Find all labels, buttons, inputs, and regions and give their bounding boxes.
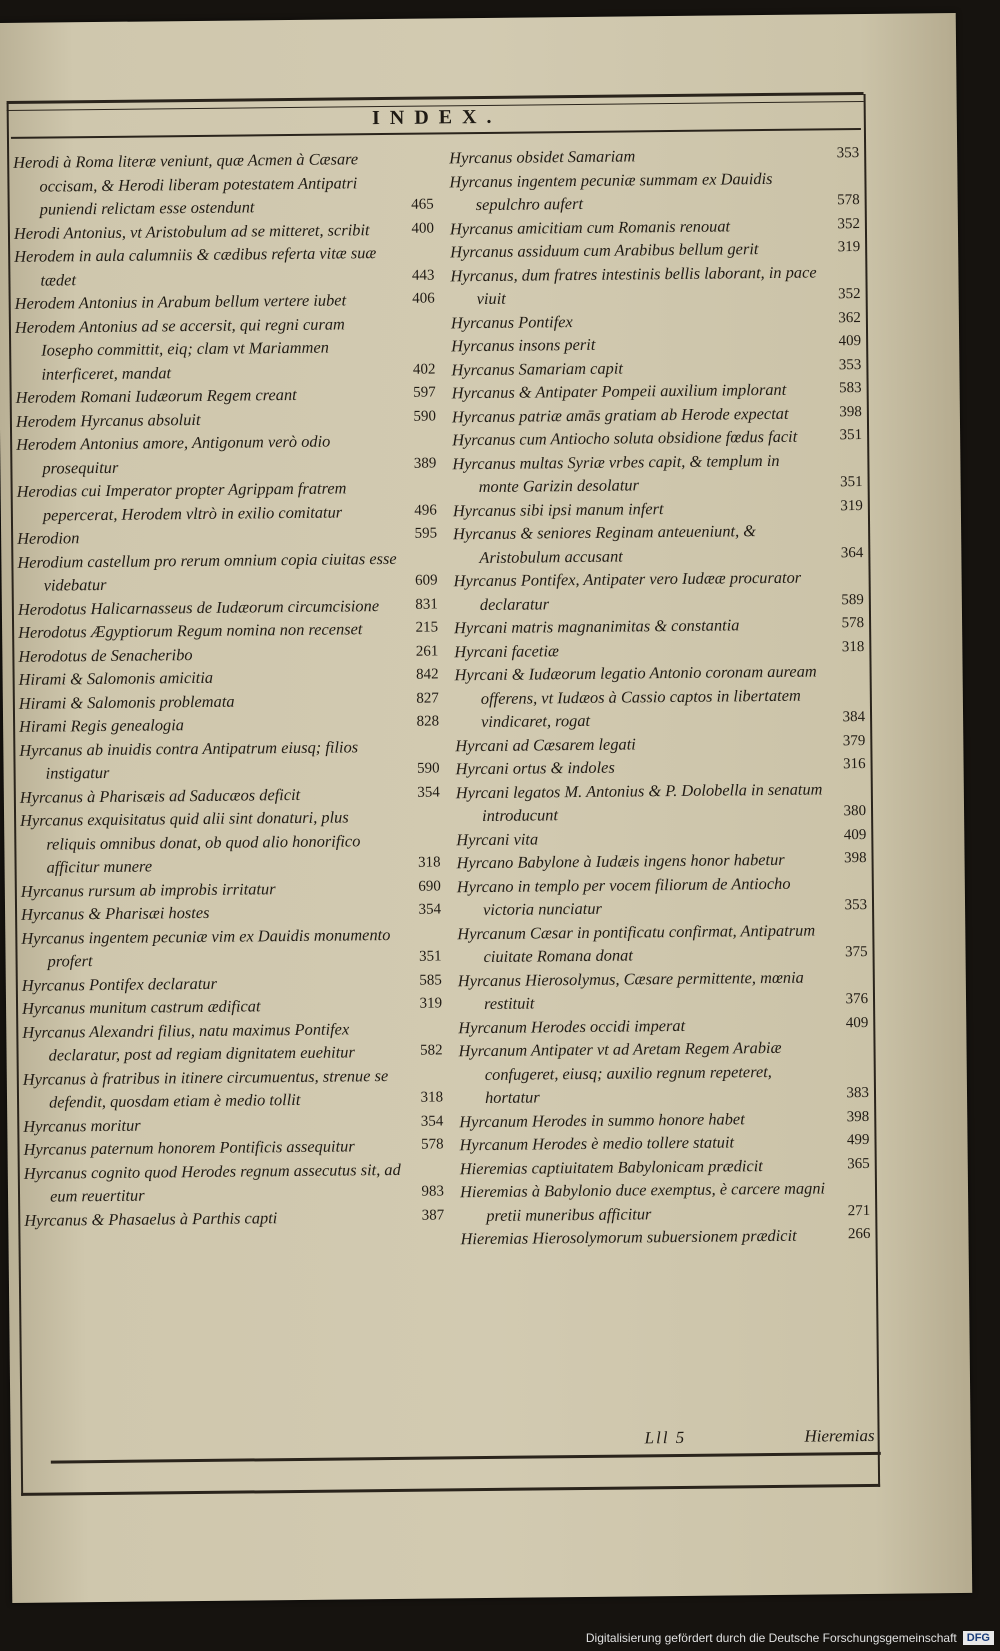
- index-entry: [460, 1223, 870, 1251]
- page-title: INDEX.: [371, 105, 502, 130]
- index-entry-text: Hirami Regis genealogia: [19, 715, 185, 736]
- index-entry-page: 402: [412, 360, 436, 378]
- index-entry-text: Hyrcanus ingentem pecuniæ vim ex Dauidis monumento profert: [21, 924, 391, 971]
- index-entry-page: 379: [842, 732, 866, 749]
- index-entry-text: Hirami & Salomonis problemata: [18, 691, 235, 713]
- funding-text: Digitalisierung gefördert durch die Deutsche Forschungsgemeinschaft: [585, 1631, 957, 1645]
- index-entry-text: Hyrcanus & Phasaelus à Parthis capti: [24, 1207, 278, 1230]
- index-entry: [24, 1204, 444, 1232]
- index-entry-page: 365: [847, 1155, 870, 1172]
- index-entry-text: Hyrcanus Pontifex: [450, 311, 573, 332]
- index-entry-page: 499: [846, 1131, 870, 1149]
- index-entry-text: Hyrcanus & Antipater Pompeii auxilium implorant: [451, 379, 787, 403]
- index-entry-text: Hyrcanum Herodes occidi imperat: [458, 1015, 686, 1037]
- index-entry-page: 271: [847, 1202, 871, 1219]
- index-entry-text: Hieremias à Babylonio duce exemptus, è carcere magni pretii muneribus afficitur: [459, 1178, 826, 1225]
- index-entry-page: 384: [842, 709, 866, 726]
- index-entry: [21, 922, 441, 973]
- index-entry-page: 398: [839, 403, 862, 420]
- index-entry-text: Hyrcanus rursum ab improbis irritatur: [20, 878, 276, 901]
- index-entry-page: 316: [842, 756, 866, 773]
- index-entry-text: Herodotus Halicarnasseus de Iudæorum circumcisione: [17, 595, 380, 619]
- index-entry: [458, 964, 868, 1015]
- index-entry-page: 409: [843, 826, 867, 843]
- index-entry: [449, 166, 859, 217]
- index-entry-text: Hyrcanus amicitiam cum Romanis renouat: [449, 215, 731, 238]
- index-column-right: [449, 142, 871, 1251]
- index-entry-text: Hyrcanus & Pharisæi hostes: [20, 902, 210, 924]
- index-entry-text: Herodi Antonius, vt Aristobulum ad se mitteret, scribit: [13, 219, 370, 243]
- index-entry-page: 318: [420, 1089, 444, 1106]
- index-entry-page: 582: [419, 1042, 443, 1059]
- index-entry-page: 842: [416, 666, 439, 683]
- index-entry-text: Herodem Antonius amore, Antigonum verò odio prosequitur: [16, 431, 331, 478]
- index-entry-text: Hyrcanus & seniores Reginam anteueniunt, & Aristobulum accusant: [453, 521, 757, 567]
- index-entry-text: Herodias cui Imperator propter Agrippam fratrem pepercerat, Herodem vltrò in exilio comitatur: [16, 478, 347, 525]
- catchword: Hieremias: [804, 1425, 875, 1446]
- index-entry: [456, 777, 866, 828]
- index-entry-text: Herodem in aula calumniis & cædibus referta vitæ suæ tædet: [14, 243, 377, 290]
- index-entry-text: Hyrcanum Herodes in summo honore habet: [459, 1108, 745, 1131]
- index-entry-text: Hyrcani legatos M. Antonius & P. Dolobella in senatum introducunt: [455, 778, 823, 826]
- index-entry-text: Herodotus de Senacheribo: [18, 644, 193, 666]
- index-entry-page: 409: [838, 333, 862, 350]
- index-entry-page: 983: [421, 1183, 445, 1200]
- index-entry-text: Hyrcanus à fratribus in itinere circumuentus, strenue se defendit, quosdam etiam è medio tollit: [22, 1065, 389, 1112]
- index-entry-page: 319: [837, 239, 861, 256]
- book-page: [0, 13, 972, 1603]
- index-entry-page: 690: [418, 877, 441, 895]
- index-entry-page: 352: [837, 215, 860, 232]
- index-entry-page: 351: [840, 474, 863, 491]
- index-entry-text: Hyrcanus Pontifex declaratur: [21, 973, 218, 995]
- index-entry-text: Herodion: [17, 528, 80, 548]
- index-entry-text: Hyrcanus ingentem pecuniæ summam ex Dauidis sepulchro aufert: [449, 168, 773, 215]
- index-entry: [453, 565, 863, 616]
- index-entry: [17, 475, 437, 526]
- signature-mark: Lll 5: [644, 1427, 687, 1448]
- index-entry-page: 585: [419, 971, 442, 989]
- index-entry-text: Hyrcani facetiæ: [454, 640, 559, 661]
- index-entry: [458, 1035, 869, 1110]
- index-column-left: [13, 146, 444, 1231]
- index-entry-text: Hyrcani matris magnanimitas & constantia: [454, 615, 740, 638]
- index-entry-text: Hyrcanus moritur: [23, 1115, 141, 1136]
- funding-notice: [586, 1629, 994, 1647]
- index-entry: [452, 448, 862, 499]
- index-entry-page: 261: [415, 642, 439, 660]
- index-entry-page: 387: [421, 1206, 445, 1224]
- index-entry-page: 319: [840, 497, 863, 514]
- index-entry-page: 351: [418, 948, 442, 965]
- index-entry: [13, 146, 434, 221]
- index-entry-text: Hyrcanus assiduum cum Arabibus bellum gerit: [450, 239, 759, 262]
- index-entry-text: Hyrcano in templo per vocem filiorum de Antiocho victoria nunciatur: [456, 873, 791, 920]
- index-entry-text: Herodem Romani Iudæorum Regem creant: [15, 384, 297, 407]
- index-entry-page: 353: [844, 896, 868, 914]
- index-entry-page: 578: [841, 615, 865, 632]
- index-entry: [19, 734, 439, 785]
- index-entry-page: 578: [837, 192, 860, 209]
- index-entry-text: Hyrcanus insons perit: [451, 334, 596, 356]
- index-entry-text: Hyrcanus ab inuidis contra Antipatrum eiusq; filios instigatur: [19, 736, 359, 783]
- index-entry-text: Hyrcanus sibi ipsi manum infert: [452, 498, 664, 520]
- index-entry-page: 590: [413, 407, 436, 425]
- index-entry-text: Herodi à Roma literæ veniunt, quæ Acmen à Cæsare occisam, & Herodi liberam potestatem Antipatri puniendi relictam esse ostendunt: [13, 149, 359, 219]
- index-entry: [460, 1176, 870, 1227]
- index-entry-text: Hyrcanum Cæsar in pontificatu confirmat, Antipatrum ciuitate Romana donat: [457, 920, 816, 967]
- index-entry-page: 609: [415, 572, 438, 589]
- index-entry-page: 354: [417, 783, 440, 801]
- index-entry-page: 353: [836, 145, 860, 162]
- index-entry-page: 828: [416, 713, 440, 730]
- index-entry: [24, 1157, 444, 1208]
- index-entry-text: Hyrcanus Pontifex, Antipater vero Iudææ procurator declaratur: [453, 567, 802, 614]
- index-entry-text: Herodium castellum pro rerum omnium copia ciuitas esse videbatur: [17, 548, 397, 595]
- index-entry-page: 353: [838, 356, 862, 373]
- index-entry-text: Herodotus Ægyptiorum Regum nomina non recenset: [18, 619, 363, 642]
- index-entry-text: Hyrcanus à Pharisæis ad Saducæos deficit: [19, 784, 301, 807]
- index-entry-page: 590: [417, 760, 440, 777]
- index-entry-text: Hyrcano Babylone à Iudæis ingens honor habetur: [456, 849, 785, 873]
- index-entry-text: Hyrcanus Alexandri filius, natu maximus Pontifex declaratur, post ad regiam dignitatem euehitur: [22, 1018, 355, 1065]
- index-entry: [14, 240, 434, 291]
- index-entry-text: Hyrcanum Herodes è medio tollere statuit: [459, 1132, 735, 1155]
- index-entry-text: Hyrcanus obsidet Samariam: [449, 146, 636, 168]
- index-entry-page: 215: [415, 619, 439, 636]
- index-entry-page: 595: [414, 525, 438, 542]
- index-entry: [454, 659, 865, 734]
- index-entry-page: 578: [420, 1136, 444, 1153]
- index-entry: [450, 260, 860, 311]
- index-entry-page: 318: [417, 854, 441, 871]
- index-entry: [453, 518, 863, 569]
- index-entry-text: Hyrcani vita: [456, 828, 539, 849]
- index-entry-text: Hyrcanum Antipater vt ad Aretam Regem Arabiæ confugeret, eiusq; auxilio regnum repeteret, hortatur: [458, 1037, 782, 1108]
- index-entry-page: 398: [846, 1108, 870, 1125]
- index-entry-text: Hyrcanus exquisitatus quid alii sint donaturi, plus reliquis omnibus donat, ob quod alio honorifico afficitur munere: [20, 807, 361, 877]
- index-entry-page: 443: [411, 266, 435, 284]
- index-entry: [23, 1063, 443, 1114]
- index-entry-page: 400: [411, 219, 435, 237]
- index-entry-text: Hyrcani ortus & indoles: [455, 757, 615, 779]
- index-entry-page: 376: [845, 990, 869, 1008]
- index-entry-text: Hieremias Hierosolymorum subuersionem prædicit: [460, 1225, 797, 1249]
- index-entry-text: Hyrcani ad Cæsarem legati: [455, 733, 636, 755]
- index-entry: [16, 428, 436, 479]
- index-entry-page: 375: [844, 943, 868, 961]
- index-entry-text: Hyrcanus cum Antiocho soluta obsidione fœdus facit: [452, 426, 798, 450]
- index-entry-page: 589: [841, 591, 864, 608]
- index-entry-text: Herodem Antonius in Arabum bellum vertere iubet: [14, 290, 347, 313]
- index-entry-page: 362: [838, 309, 861, 326]
- index-entry-text: Hyrcanus patriæ amās gratiam ab Herode expectat: [451, 403, 789, 426]
- index-entry-page: 496: [414, 501, 437, 519]
- index-entry-text: Hyrcanus, dum fratres intestinis bellis laborant, in pace viuit: [450, 261, 817, 309]
- index-entry-page: 406: [412, 290, 435, 307]
- index-entry-page: 398: [843, 849, 867, 867]
- index-entry-page: 583: [839, 380, 862, 397]
- index-entry-page: 465: [411, 196, 434, 213]
- index-entry-text: Hyrcanus munitum castrum ædificat: [21, 996, 261, 1018]
- index-entry-page: 266: [847, 1225, 871, 1243]
- index-entry: [15, 311, 436, 386]
- index-entry: [22, 1016, 442, 1067]
- index-entry: [457, 870, 867, 921]
- index-entry: [457, 917, 867, 968]
- index-entry-page: 827: [416, 689, 439, 707]
- index-entry-page: 351: [839, 427, 863, 444]
- index-entry-text: Hieremias captiuitatem Babylonicam prædicit: [459, 1155, 763, 1178]
- index-entry-text: Hyrcanus cognito quod Herodes regnum assecutus sit, ad eum reuertitur: [23, 1159, 401, 1206]
- index-entry-text: Hyrcanus multas Syriæ vrbes capit, & templum in monte Garizin desolatur: [452, 450, 780, 497]
- index-entry-page: 364: [840, 544, 864, 561]
- index-entry-page: 409: [845, 1014, 869, 1031]
- index-entry-text: Hirami & Salomonis amicitia: [18, 667, 214, 689]
- index-entry-text: Hyrcanus Hierosolymus, Cæsare permittente, mœnia restituit: [457, 967, 804, 1014]
- index-entry-page: 389: [413, 454, 437, 472]
- dfg-logo: DFG: [963, 1631, 994, 1645]
- index-entry-page: 354: [420, 1112, 444, 1130]
- index-entry-page: 383: [846, 1084, 870, 1102]
- index-entry-text: Hyrcanus paternum honorem Pontificis assequitur: [23, 1136, 355, 1159]
- index-entry-text: Hyrcani & Iudæorum legatio Antonio coronam auream offerens, vt Iudæos à Cassio captos in libertatem vindicaret, rogat: [454, 661, 817, 732]
- index-entry-text: Hyrcanus Samariam capit: [451, 358, 623, 379]
- index-entry-page: 319: [419, 995, 443, 1012]
- index-entry-page: 354: [418, 901, 442, 918]
- index-entry: [20, 804, 441, 879]
- index-entry-page: 831: [415, 595, 438, 613]
- index-entry-page: 318: [841, 638, 865, 655]
- index-entry-page: 352: [838, 286, 861, 303]
- index-entry: [17, 546, 437, 597]
- index-entry-text: Herodem Hyrcanus absoluit: [15, 409, 201, 431]
- index-entry-page: 380: [843, 802, 867, 820]
- index-entry-text: Herodem Antonius ad se accersit, qui regni curam Iosepho committit, eiq; clam vt Mariammen interficeret, mandat: [14, 313, 345, 384]
- index-entry-page: 597: [413, 384, 436, 401]
